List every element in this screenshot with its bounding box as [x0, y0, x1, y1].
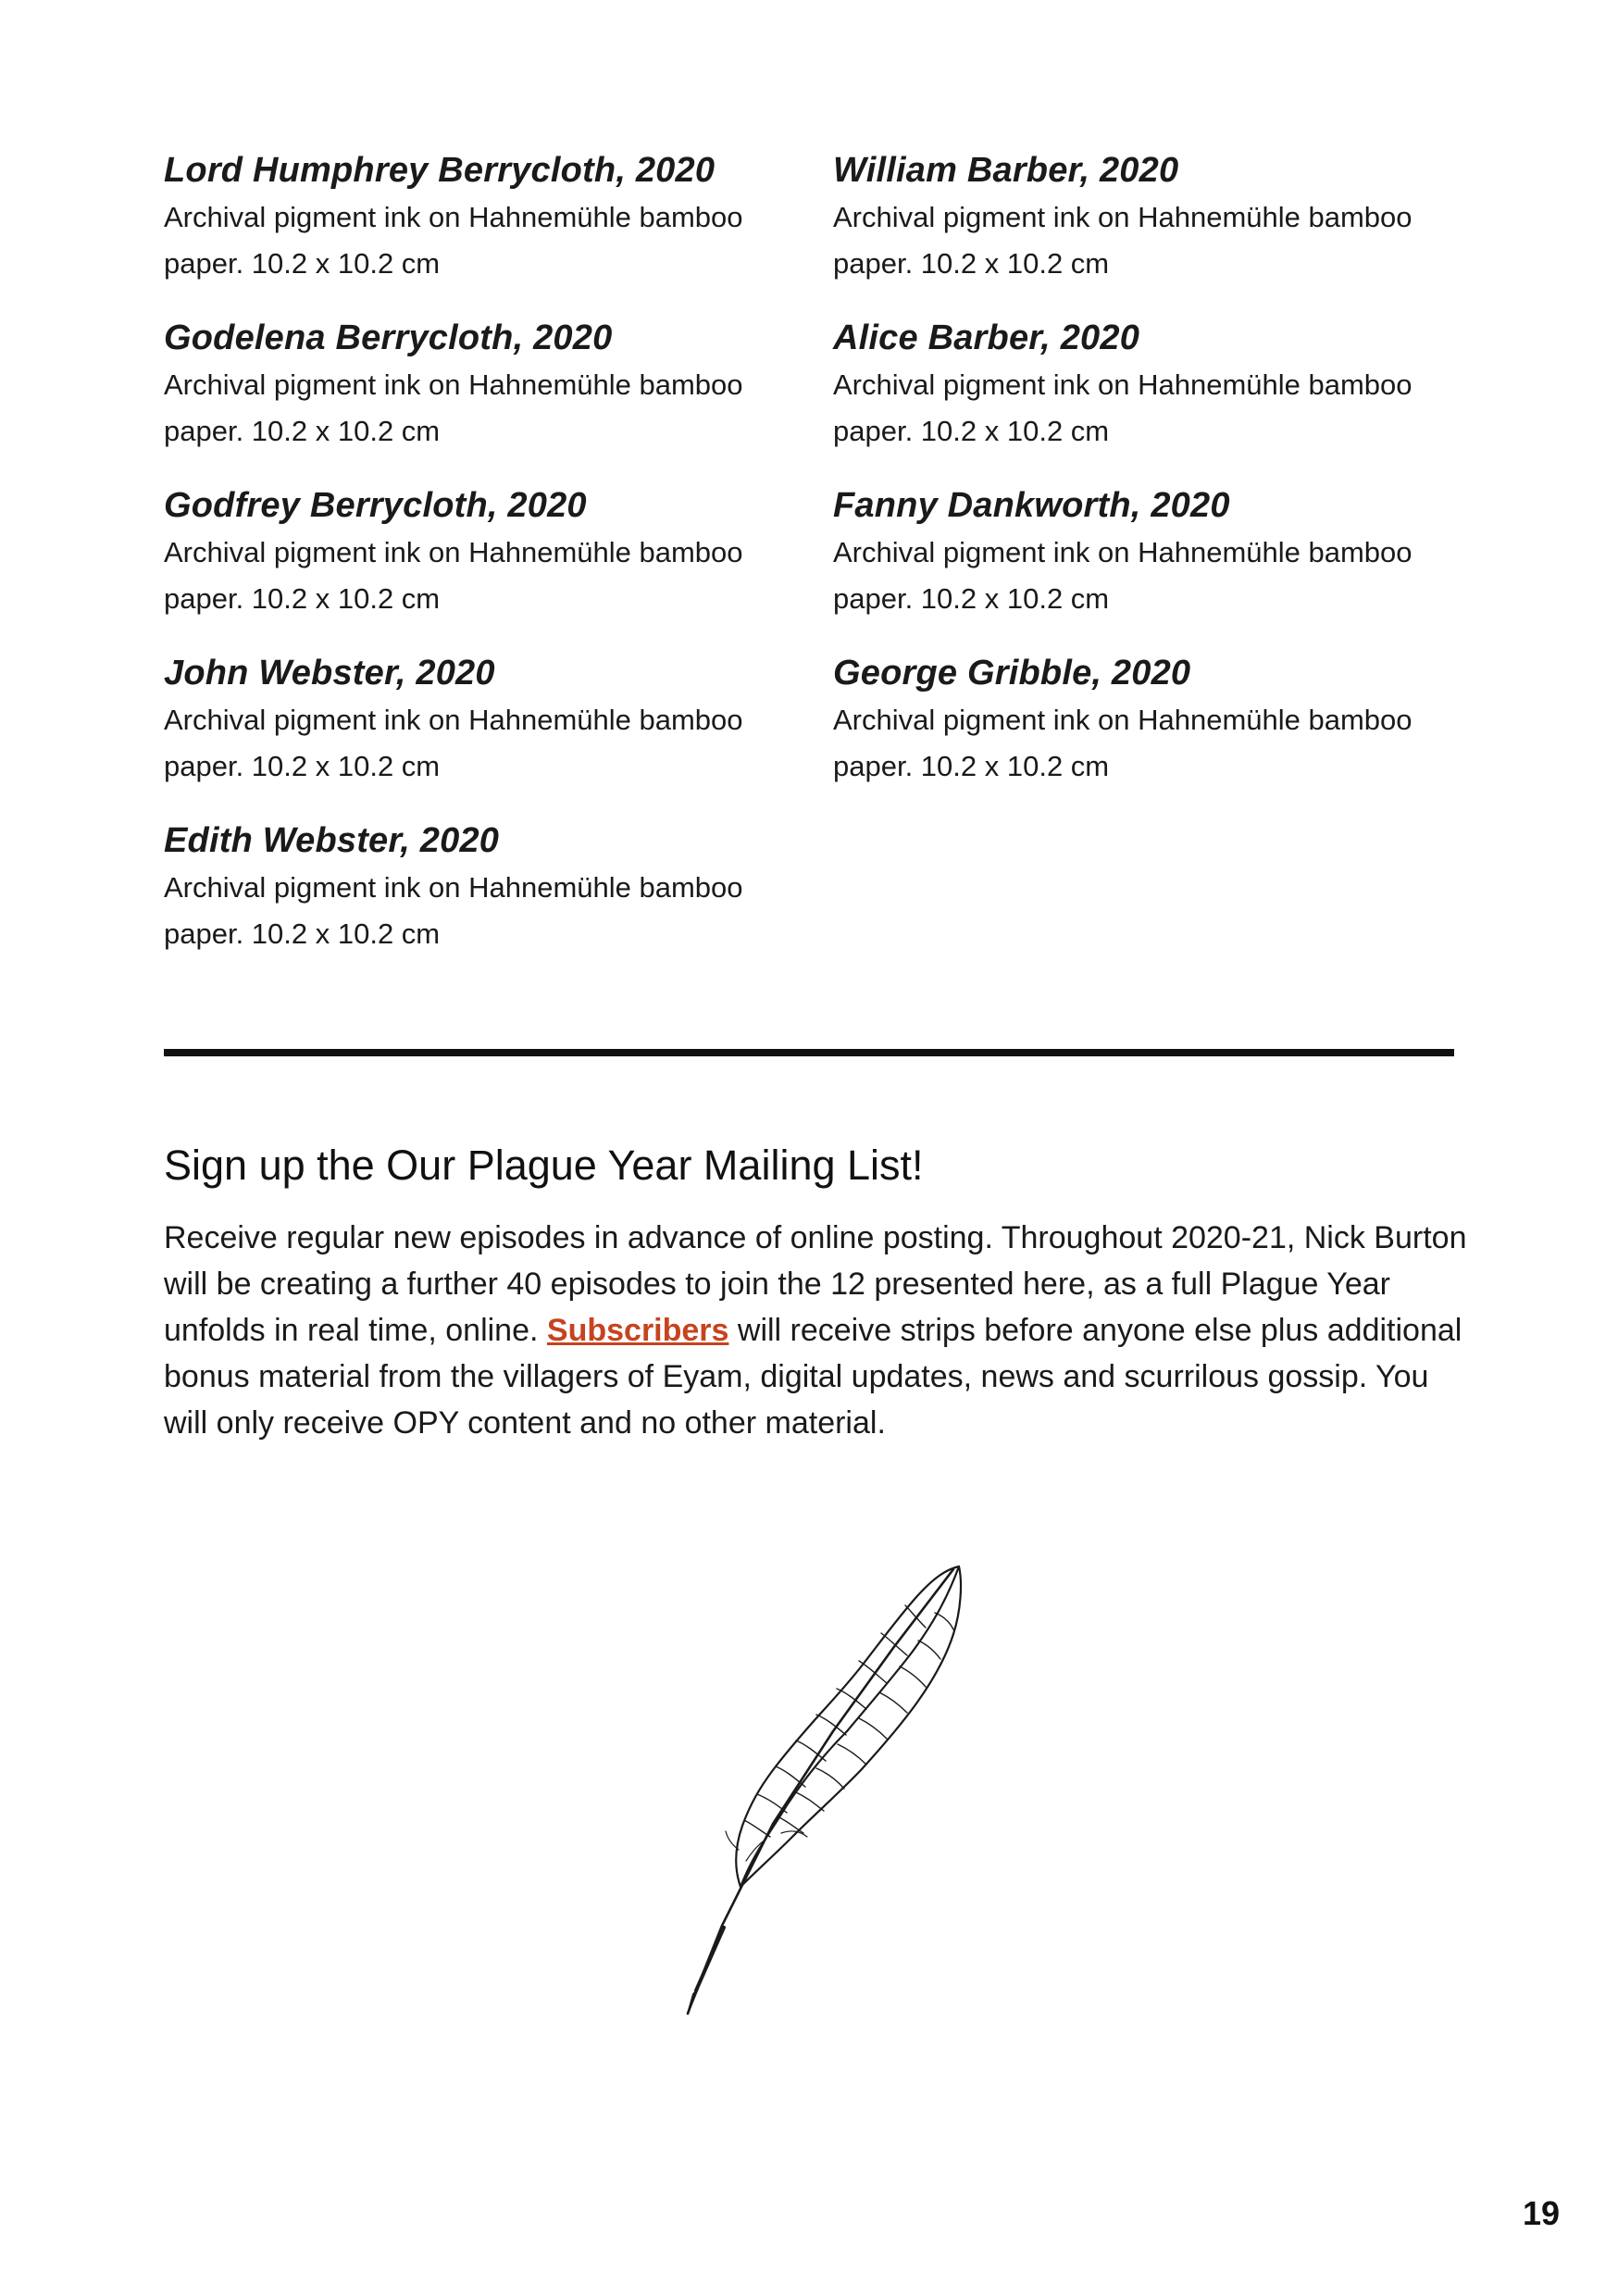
work-title: Godelena Berrycloth, 2020 [164, 318, 613, 357]
work-entry [833, 314, 1462, 455]
work-title: Lord Humphrey Berrycloth, 2020 [164, 151, 716, 190]
works-column-right [833, 146, 1462, 817]
work-entry [164, 314, 793, 455]
work-description: Archival pigment ink on Hahnemühle bamboo paper. 10.2 x 10.2 cm [164, 368, 743, 447]
signup-text-after-link: will receive strips before anyone else plus additional bonus material from the villagers of Eyam, digital updates, news and scurrilous gossip. You will only receive OPY content and no other material. [164, 1313, 1462, 1441]
work-description: Archival pigment ink on Hahnemühle bamboo paper. 10.2 x 10.2 cm [833, 704, 1413, 782]
signup-body [164, 1215, 1478, 1446]
work-entry [164, 146, 793, 287]
work-description: Archival pigment ink on Hahnemühle bamboo paper. 10.2 x 10.2 cm [164, 201, 743, 280]
work-entry [164, 649, 793, 790]
work-title: George Gribble, 2020 [833, 654, 1191, 693]
feather-quill-icon [685, 1555, 1000, 2018]
work-entry [164, 481, 793, 622]
section-divider [164, 1049, 1454, 1056]
signup-text-before-link: Receive regular new episodes in advance of online posting. Throughout 2020-21, Nick Burton will be creating a further 40 episodes to join the 12 presented here, as a full Plague Year unfolds in real time, online. [164, 1220, 1467, 1348]
work-entry [833, 481, 1462, 622]
work-description: Archival pigment ink on Hahnemühle bamboo paper. 10.2 x 10.2 cm [164, 536, 743, 615]
page-number: 19 [1522, 2194, 1560, 2232]
work-title: Fanny Dankworth, 2020 [833, 486, 1230, 525]
subscribers-link[interactable]: Subscribers [546, 1313, 729, 1348]
work-entry [833, 146, 1462, 287]
work-description: Archival pigment ink on Hahnemühle bamboo paper. 10.2 x 10.2 cm [164, 704, 743, 782]
work-description: Archival pigment ink on Hahnemühle bamboo paper. 10.2 x 10.2 cm [833, 368, 1413, 447]
work-title: William Barber, 2020 [833, 151, 1179, 190]
work-title: Godfrey Berrycloth, 2020 [164, 486, 587, 525]
work-title: Alice Barber, 2020 [833, 318, 1140, 357]
works-column-left [164, 146, 793, 984]
work-description: Archival pigment ink on Hahnemühle bamboo paper. 10.2 x 10.2 cm [833, 536, 1413, 615]
work-title: John Webster, 2020 [164, 654, 495, 693]
work-entry [164, 817, 793, 957]
work-description: Archival pigment ink on Hahnemühle bamboo paper. 10.2 x 10.2 cm [164, 871, 743, 950]
work-description: Archival pigment ink on Hahnemühle bamboo paper. 10.2 x 10.2 cm [833, 201, 1413, 280]
work-title: Edith Webster, 2020 [164, 821, 500, 860]
work-entry [833, 649, 1462, 790]
signup-heading: Sign up the Our Plague Year Mailing List! [164, 1142, 924, 1189]
